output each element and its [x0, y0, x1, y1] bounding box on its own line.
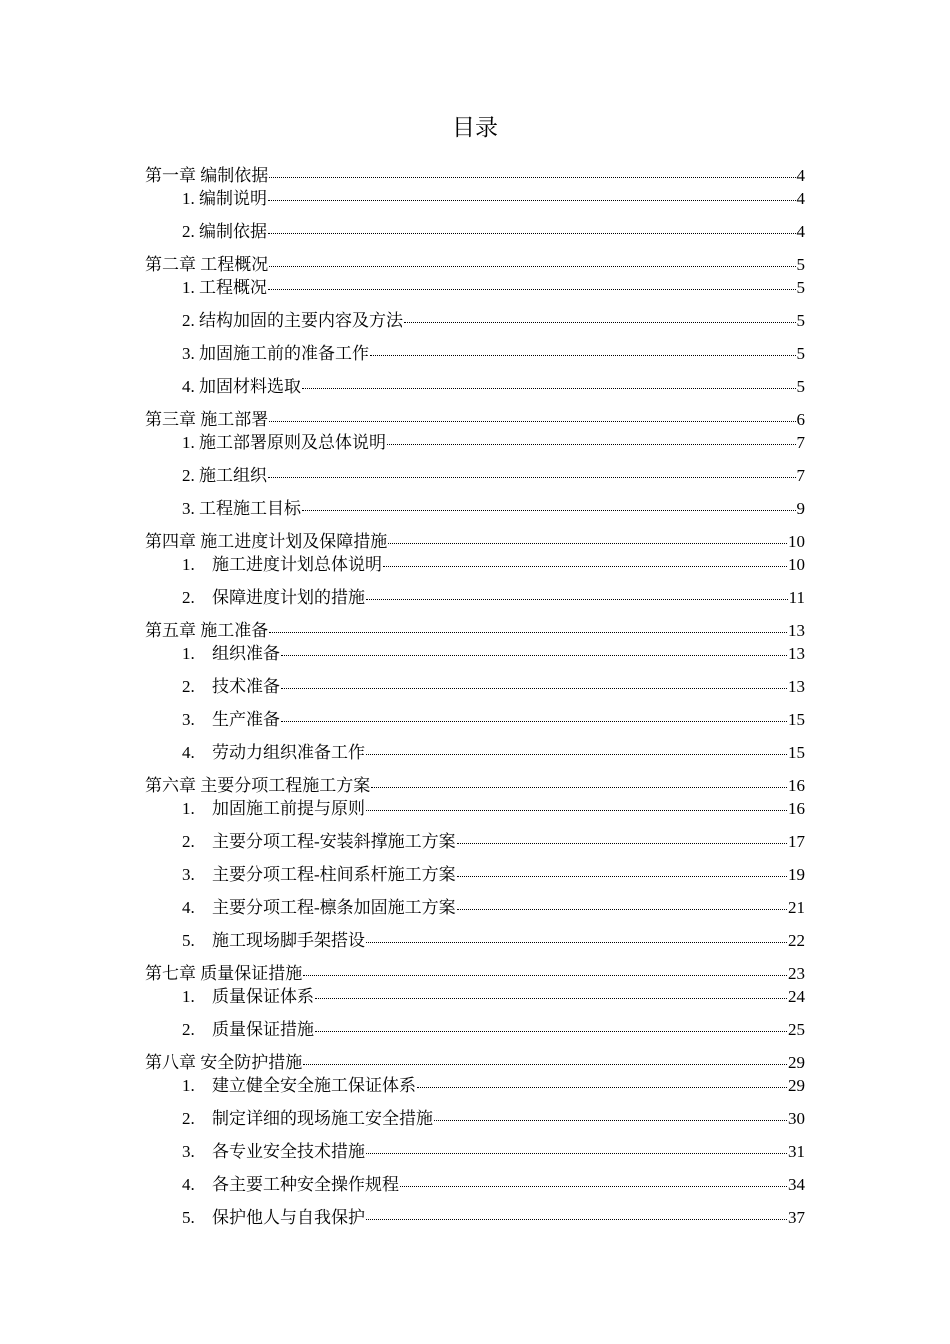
toc-page-number: 37 — [788, 1208, 805, 1227]
toc-page-number: 25 — [788, 1020, 805, 1039]
toc-section-entry[interactable] — [182, 376, 805, 398]
toc-page-number: 22 — [788, 931, 805, 950]
toc-page-number: 11 — [788, 588, 805, 607]
toc-page-number: 6 — [796, 410, 805, 429]
toc-page-number: 4 — [796, 222, 805, 241]
toc-page-number: 19 — [788, 865, 805, 884]
toc-entry-label: 第五章 施工准备 — [145, 621, 269, 640]
toc-entry-label: 第八章 安全防护措施 — [145, 1053, 303, 1072]
toc-section-entry[interactable] — [182, 465, 805, 487]
toc-chapter-entry[interactable] — [145, 620, 805, 642]
toc-entry-number: 4. — [182, 1175, 195, 1194]
toc-entry-label: 组织准备 — [212, 644, 280, 663]
toc-dot-leader — [387, 444, 796, 445]
toc-entry-number: 4. — [182, 743, 195, 762]
toc-entry-number: 4. — [182, 898, 195, 917]
toc-section-entry[interactable] — [182, 930, 805, 952]
toc-entry-label: 第一章 编制依据 — [145, 166, 269, 185]
toc-dot-leader — [371, 787, 787, 788]
toc-dot-leader — [269, 421, 795, 422]
toc-entry-label: 1. 施工部署原则及总体说明 — [182, 433, 386, 452]
toc-entry-number: 2. — [182, 1020, 195, 1039]
toc-entry-label: 3. 加固施工前的准备工作 — [182, 344, 369, 363]
toc-entry-label: 2. 结构加固的主要内容及方法 — [182, 311, 403, 330]
toc-entry-label: 劳动力组织准备工作 — [212, 743, 365, 762]
toc-entry-label: 加固施工前提与原则 — [212, 799, 365, 818]
toc-section-entry[interactable] — [182, 554, 805, 576]
toc-entry-label: 技术准备 — [212, 677, 280, 696]
toc-chapter-entry[interactable] — [145, 1052, 805, 1074]
toc-page-number: 30 — [788, 1109, 805, 1128]
toc-dot-leader — [315, 1031, 787, 1032]
toc-section-entry[interactable] — [182, 676, 805, 698]
toc-dot-leader — [315, 998, 787, 999]
toc-section-entry[interactable] — [182, 742, 805, 764]
toc-entry-label: 第四章 施工进度计划及保障措施 — [145, 532, 388, 551]
toc-entry-label: 制定详细的现场施工安全措施 — [212, 1109, 433, 1128]
toc-dot-leader — [383, 566, 787, 567]
toc-section-entry[interactable] — [182, 310, 805, 332]
toc-chapter-entry[interactable] — [145, 775, 805, 797]
toc-page-number: 9 — [796, 499, 805, 518]
toc-page-number: 4 — [796, 166, 805, 185]
toc-section-entry[interactable] — [182, 709, 805, 731]
toc-entry-label: 第七章 质量保证措施 — [145, 964, 303, 983]
toc-entry-label: 4. 加固材料选取 — [182, 377, 301, 396]
toc-section-entry[interactable] — [182, 897, 805, 919]
toc-entry-number: 1. — [182, 987, 195, 1006]
toc-page-number: 34 — [788, 1175, 805, 1194]
toc-entry-label: 主要分项工程-安装斜撑施工方案 — [212, 832, 456, 851]
toc-chapter-entry[interactable] — [145, 254, 805, 276]
toc-entry-label: 生产准备 — [212, 710, 280, 729]
toc-section-entry[interactable] — [182, 188, 805, 210]
toc-entry-label: 3. 工程施工目标 — [182, 499, 301, 518]
toc-dot-leader — [268, 200, 796, 201]
toc-entry-label: 建立健全安全施工保证体系 — [212, 1076, 416, 1095]
toc-page-number: 10 — [788, 555, 805, 574]
toc-dot-leader — [366, 754, 787, 755]
toc-title: 目录 — [452, 115, 498, 140]
toc-dot-leader — [457, 843, 787, 844]
toc-dot-leader — [366, 1219, 787, 1220]
toc-dot-leader — [302, 388, 796, 389]
toc-dot-leader — [457, 909, 787, 910]
toc-dot-leader — [269, 177, 795, 178]
toc-dot-leader — [370, 355, 796, 356]
toc-chapter-entry[interactable] — [145, 165, 805, 187]
toc-dot-leader — [400, 1186, 787, 1187]
toc-entry-label: 主要分项工程-柱间系杆施工方案 — [212, 865, 456, 884]
toc-entry-number: 3. — [182, 865, 195, 884]
toc-section-entry[interactable] — [182, 498, 805, 520]
toc-entry-number: 2. — [182, 588, 195, 607]
toc-dot-leader — [269, 632, 787, 633]
toc-entry-number: 1. — [182, 555, 195, 574]
toc-entry-label: 施工进度计划总体说明 — [212, 555, 382, 574]
toc-page-number: 13 — [788, 644, 805, 663]
toc-dot-leader — [434, 1120, 787, 1121]
toc-section-entry[interactable] — [182, 643, 805, 665]
toc-entry-label: 质量保证体系 — [212, 987, 314, 1006]
toc-entry-label: 各主要工种安全操作规程 — [212, 1175, 399, 1194]
toc-dot-leader — [366, 599, 788, 600]
toc-entry-number: 5. — [182, 931, 195, 950]
toc-section-entry[interactable] — [182, 1108, 805, 1130]
toc-page-number: 5 — [796, 311, 805, 330]
toc-section-entry[interactable] — [182, 831, 805, 853]
toc-page-number: 15 — [788, 710, 805, 729]
toc-entry-label: 保护他人与自我保护 — [212, 1208, 365, 1227]
toc-section-entry[interactable] — [182, 798, 805, 820]
toc-entry-number: 5. — [182, 1208, 195, 1227]
toc-chapter-entry[interactable] — [145, 409, 805, 431]
toc-entry-label: 第三章 施工部署 — [145, 410, 269, 429]
toc-dot-leader — [303, 975, 787, 976]
toc-section-entry[interactable] — [182, 864, 805, 886]
toc-entry-label: 施工现场脚手架搭设 — [212, 931, 365, 950]
toc-section-entry[interactable] — [182, 587, 805, 609]
toc-page-number: 21 — [788, 898, 805, 917]
toc-page-number: 17 — [788, 832, 805, 851]
toc-page-number: 5 — [796, 344, 805, 363]
toc-section-entry[interactable] — [182, 277, 805, 299]
toc-entry-label: 保障进度计划的措施 — [212, 588, 365, 607]
toc-page-number: 5 — [796, 377, 805, 396]
toc-entry-number: 1. — [182, 799, 195, 818]
toc-entry-number: 2. — [182, 1109, 195, 1128]
toc-dot-leader — [388, 543, 787, 544]
toc-chapter-entry[interactable] — [145, 963, 805, 985]
toc-section-entry[interactable] — [182, 1141, 805, 1163]
toc-entry-label: 1. 编制说明 — [182, 189, 267, 208]
toc-entry-label: 第二章 工程概况 — [145, 255, 269, 274]
toc-page-number: 10 — [788, 532, 805, 551]
toc-page-number: 23 — [788, 964, 805, 983]
toc-dot-leader — [268, 233, 796, 234]
toc-section-entry[interactable] — [182, 432, 805, 454]
toc-page-number: 7 — [796, 433, 805, 452]
toc-page-number: 29 — [788, 1053, 805, 1072]
toc-entry-number: 2. — [182, 832, 195, 851]
toc-entry-number: 1. — [182, 644, 195, 663]
toc-dot-leader — [302, 510, 796, 511]
toc-dot-leader — [366, 1153, 787, 1154]
toc-page-number: 5 — [796, 278, 805, 297]
toc-page-number: 15 — [788, 743, 805, 762]
toc-entry-number: 3. — [182, 1142, 195, 1161]
toc-dot-leader — [303, 1064, 787, 1065]
toc-page-number: 13 — [788, 621, 805, 640]
toc-dot-leader — [366, 810, 787, 811]
toc-section-entry[interactable] — [182, 1075, 805, 1097]
toc-page-number: 16 — [788, 776, 805, 795]
toc-entry-label: 1. 工程概况 — [182, 278, 267, 297]
toc-dot-leader — [269, 266, 795, 267]
toc-page-number: 29 — [788, 1076, 805, 1095]
toc-section-entry[interactable] — [182, 221, 805, 243]
toc-chapter-entry[interactable] — [145, 531, 805, 553]
toc-page-number: 5 — [796, 255, 805, 274]
toc-dot-leader — [281, 688, 787, 689]
toc-page-number: 4 — [796, 189, 805, 208]
toc-entry-label: 2. 施工组织 — [182, 466, 267, 485]
toc-page-number: 24 — [788, 987, 805, 1006]
toc-entry-label: 2. 编制依据 — [182, 222, 267, 241]
toc-page-number: 16 — [788, 799, 805, 818]
toc-entry-label: 质量保证措施 — [212, 1020, 314, 1039]
toc-dot-leader — [281, 721, 787, 722]
toc-section-entry[interactable] — [182, 1174, 805, 1196]
toc-section-entry[interactable] — [182, 1019, 805, 1041]
toc-section-entry[interactable] — [182, 1207, 805, 1229]
toc-entry-number: 2. — [182, 677, 195, 696]
toc-dot-leader — [281, 655, 787, 656]
toc-dot-leader — [268, 477, 796, 478]
toc-entry-label: 主要分项工程-檩条加固施工方案 — [212, 898, 456, 917]
toc-dot-leader — [268, 289, 796, 290]
toc-section-entry[interactable] — [182, 986, 805, 1008]
toc-dot-leader — [366, 942, 787, 943]
toc-entry-number: 3. — [182, 710, 195, 729]
toc-page-number: 7 — [796, 466, 805, 485]
toc-entry-label: 各专业安全技术措施 — [212, 1142, 365, 1161]
toc-page-number: 31 — [788, 1142, 805, 1161]
toc-dot-leader — [404, 322, 796, 323]
toc-section-entry[interactable] — [182, 343, 805, 365]
toc-entry-number: 1. — [182, 1076, 195, 1095]
toc-page-number: 13 — [788, 677, 805, 696]
toc-entry-label: 第六章 主要分项工程施工方案 — [145, 776, 371, 795]
toc-dot-leader — [457, 876, 787, 877]
toc-dot-leader — [417, 1087, 787, 1088]
